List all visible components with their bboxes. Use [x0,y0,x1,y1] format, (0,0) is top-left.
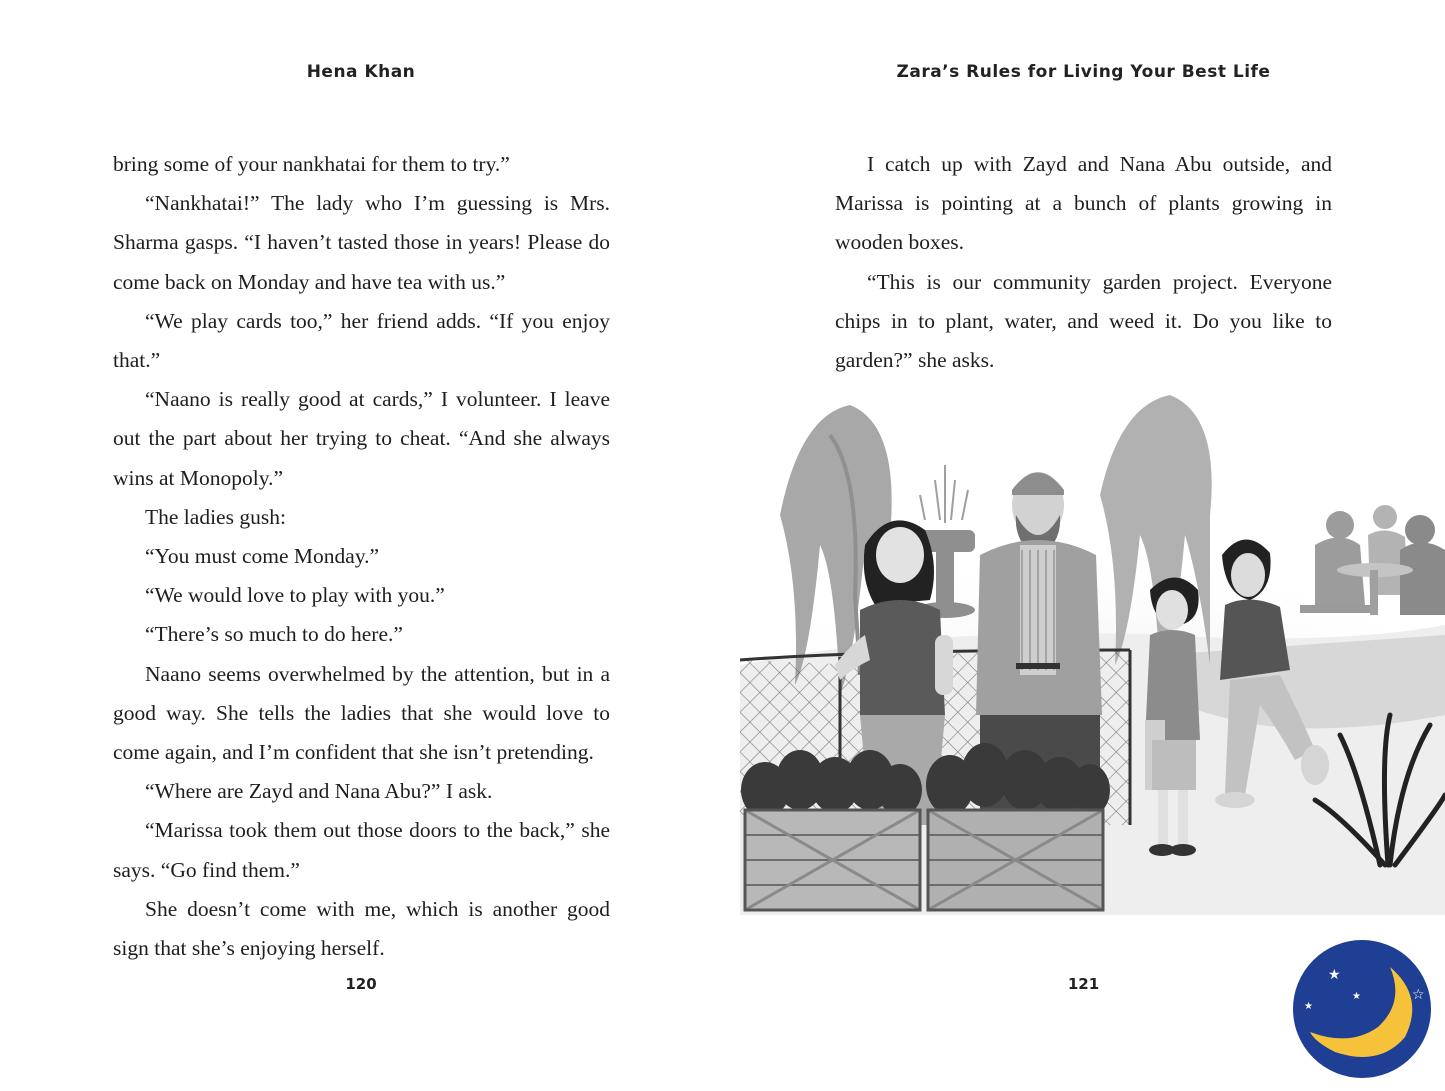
paragraph: “Naano is really good at cards,” I volunteer. I leave out the part about her trying to cheat. “And she always wins at Monopoly.” [113,387,610,490]
paragraph: “Marissa took them out those doors to the back,” she says. “Go find them.” [113,818,610,882]
right-page-body [835,145,1332,380]
paragraph: bring some of your nankhatai for them to try.” [113,152,510,176]
paragraph: “We would love to play with you.” [145,583,445,608]
paragraph: The ladies gush: [145,504,286,529]
paragraph: “Where are Zayd and Nana Abu?” I ask. [145,779,493,804]
page-number-left: 120 [345,975,377,993]
moon-badge-icon [1290,937,1434,1081]
star-icon: ★ [1304,1001,1313,1012]
paragraph: She doesn’t come with me, which is another good sign that she’s enjoying herself. [113,896,610,961]
background-people [1300,505,1445,615]
garden-illustration [740,395,1445,915]
paragraph: “You must come Monday.” [145,544,380,569]
page-number-right: 121 [1067,975,1100,993]
star-outline-icon: ☆ [1412,987,1425,1003]
paragraph: Naano seems overwhelmed by the attention, but in a good way. She tells the ladies that she would love to come again, and I’m confident that she isn’t pretending. [113,661,610,765]
paragraph: “We play cards too,” her friend adds. “If you enjoy that.” [113,308,610,373]
running-head-author: Hena Khan [306,62,416,82]
paragraph: “Nankhatai!” The lady who I’m guessing is Mrs. Sharma gasps. “I haven’t tasted those in years! Please do come back on Monday and have tea with us.” [113,191,610,294]
paragraph: I catch up with Zayd and Nana Abu outside, and Marissa is pointing at a bunch of plants growing in wooden boxes. [835,152,1332,255]
left-page [0,0,722,1091]
star-icon: ★ [1328,967,1341,983]
left-page-body [113,145,610,968]
paragraph: “This is our community garden project. Everyone chips in to plant, water, and weed it. Do you like to garden?” she asks. [835,269,1332,373]
garden-box-right [926,743,1110,910]
star-icon: ★ [1352,991,1361,1002]
garden-box-left [741,750,922,910]
paragraph: “There’s so much to do here.” [145,622,403,647]
running-head-title: Zara’s Rules for Living Your Best Life [896,62,1271,82]
